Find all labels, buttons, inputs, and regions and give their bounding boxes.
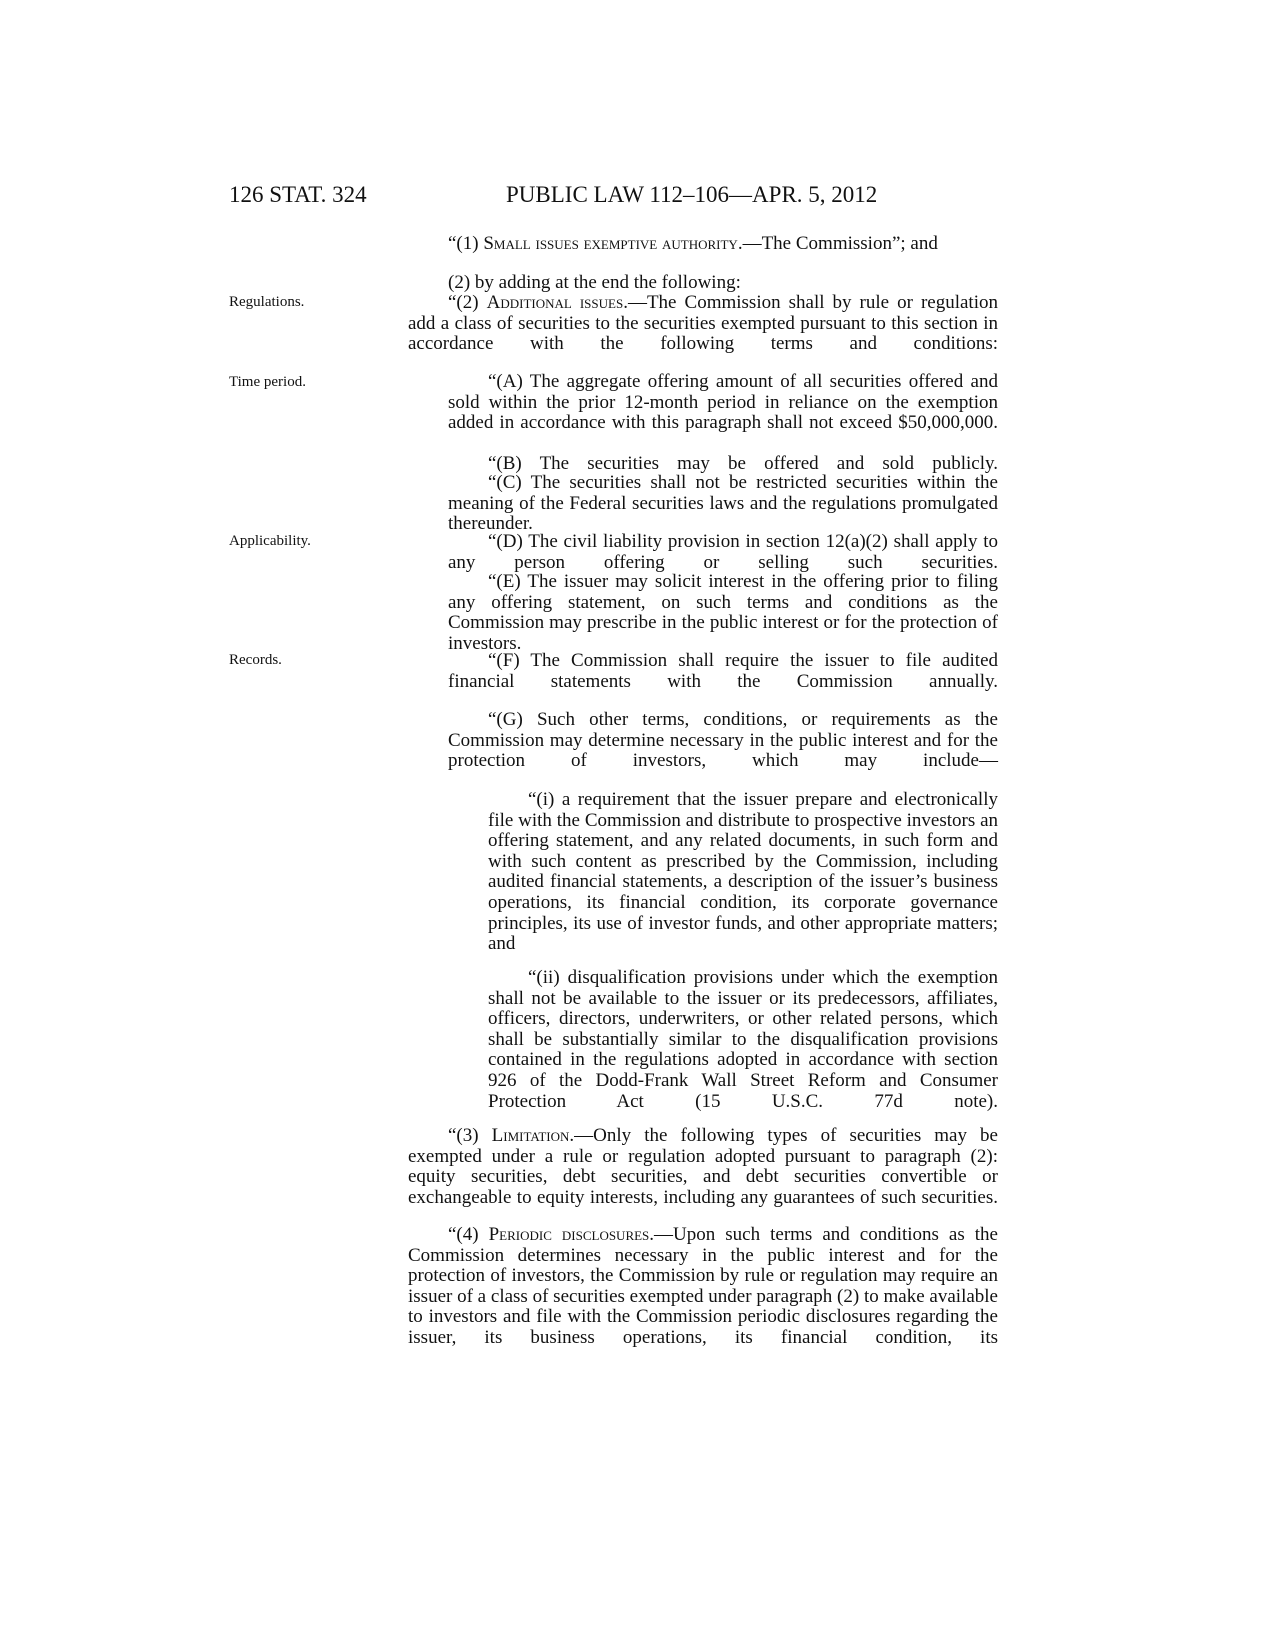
paragraph-heading: Limitation [491,1125,570,1146]
paragraph-text: .—The Commission”; and [737,233,938,254]
running-header-title: PUBLIC LAW 112–106—APR. 5, 2012 [506,182,878,207]
paragraph-heading: Small issues exemptive authority [483,233,738,254]
paragraph-heading: Periodic disclosures [488,1224,650,1245]
paragraph-adding-at-end: (2) by adding at the end the following: [448,272,741,293]
paragraph-limitation [408,1126,998,1208]
subparagraph-d: “(D) The civil liability provision in section 12(a)(2) shall apply to any person offering or selling such securities. [448,531,998,573]
paragraph-heading: Additional issues [486,292,624,313]
subparagraph-g: “(G) Such other terms, conditions, or requirements as the Commission may determine necessary in the public interest and for the protection of investors, which may include— [448,709,998,772]
paragraph-text: .—Upon such terms and conditions as the Commission determines necessary in the public interest and for the protection of investors, the Commission by rule or regulation may require an issuer of a class of securities exempted under paragraph (2) to make available to investors and file with the Commission periodic disclosures regarding the issuer, its business operations, its financial condition, its [408,1224,998,1348]
subparagraph-f: “(F) The Commission shall require the issuer to file audited financial statements with the Commission annually. [448,650,998,692]
paragraph-open: “(3) [448,1125,492,1146]
paragraph-open: “(1) [448,233,484,254]
subparagraph-b: “(B) The securities may be offered and sold publicly. [488,453,998,474]
paragraph-text: .—Only the following types of securities may be exempted under a rule or regulation adopted pursuant to paragraph (2): equity securities, debt securities, and debt securities convertible or exchangeable to equity interests, including any guarantees of such securities. [408,1125,998,1208]
margin-note-applicability: Applicability. [229,533,311,549]
paragraph-small-issues [408,234,998,255]
clause-i: “(i) a requirement that the issuer prepare and electronically file with the Commission and distribute to prospective investors an offering statement, and any related documents, in such form and with such content as prescribed by the Commission, including audited financial statements, a description of the issuer’s business operations, its financial condition, its corporate governance principles, its use of investor funds, and other appropriate matters; and [488,789,998,955]
paragraph-additional-issues [408,293,998,355]
subparagraph-e: “(E) The issuer may solicit interest in the offering prior to filing any offering statement, on such terms and conditions as the Commission may prescribe in the public interest or for the protection of investors. [448,571,998,654]
paragraph-open: “(2) [448,292,487,313]
clause-ii: “(ii) disqualification provisions under which the exemption shall not be available to the issuer or its predecessors, affiliates, officers, directors, underwriters, or other related persons, which shall be substantially similar to the disqualification provisions contained in the regulations adopted in accordance with section 926 of the Dodd-Frank Wall Street Reform and Consumer Protection Act (15 U.S.C. 77d note). [488,967,998,1112]
paragraph-open: “(4) [448,1224,489,1245]
subparagraph-c: “(C) The securities shall not be restricted securities within the meaning of the Federal securities laws and the regulations promulgated thereunder. [448,472,998,535]
subparagraph-a: “(A) The aggregate offering amount of all securities offered and sold within the prior 12-month period in reliance on the exemption added in accordance with this paragraph shall not exceed $50,000,000. [448,371,998,434]
margin-note-regulations: Regulations. [229,294,305,310]
paragraph-text: .—The Commission shall by rule or regulation add a class of securities to the securities exempted pursuant to this section in accordance with the following terms and conditions: [408,292,998,355]
margin-note-records: Records. [229,652,282,668]
paragraph-periodic-disclosures [408,1225,998,1349]
stat-page-reference: 126 STAT. 324 [229,182,367,207]
margin-note-time-period: Time period. [229,374,306,390]
